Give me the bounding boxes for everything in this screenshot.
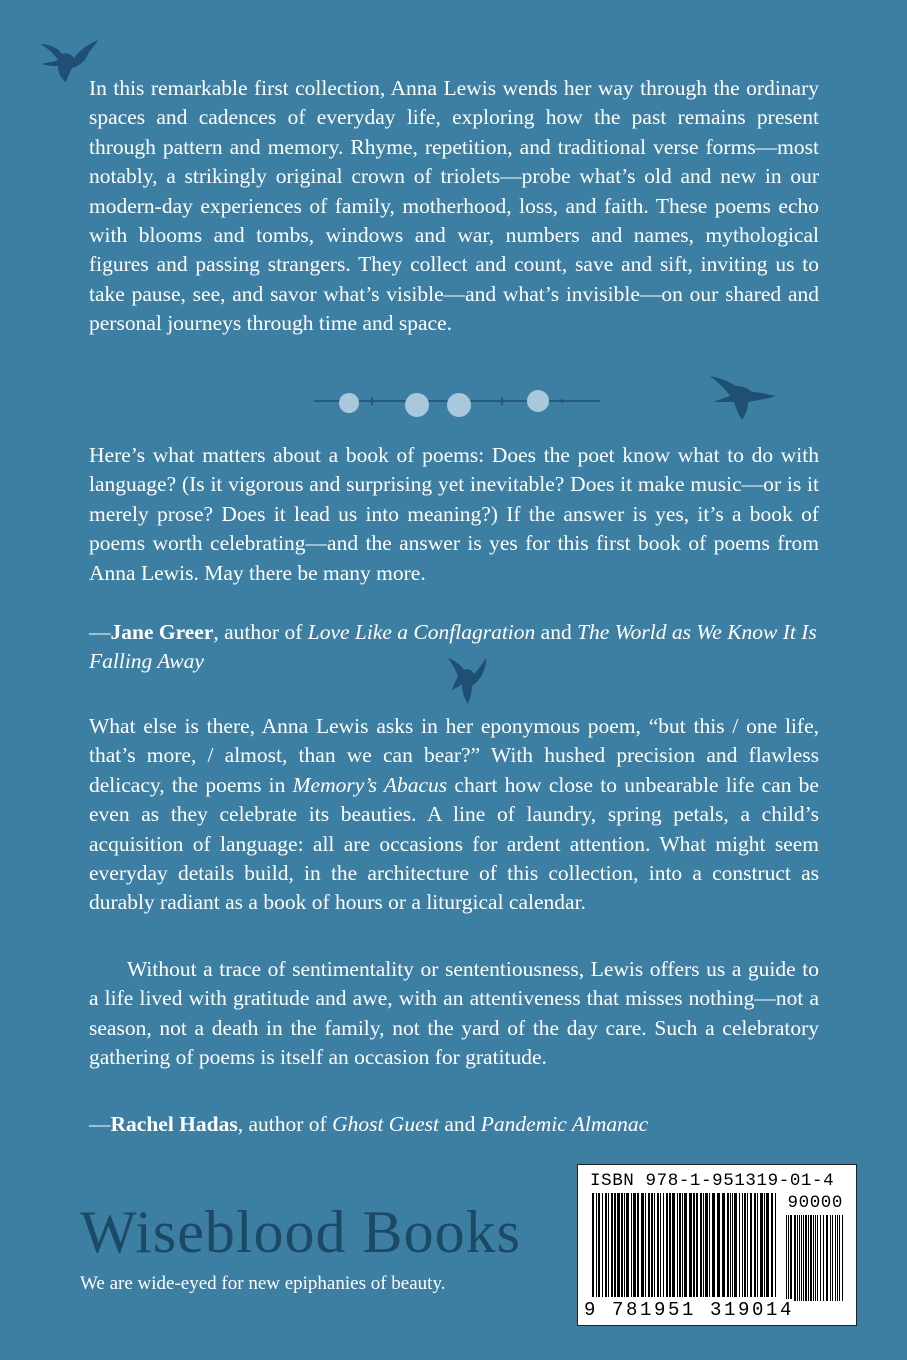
barcode-bar (677, 1193, 678, 1297)
barcode-bar (790, 1215, 792, 1301)
barcode-bar (605, 1193, 607, 1297)
barcode-bar (717, 1193, 720, 1297)
barcode-bar (805, 1215, 807, 1301)
barcode-bar (631, 1193, 632, 1297)
barcode-bar (760, 1193, 763, 1297)
barcode-bar (703, 1193, 704, 1297)
barcode-bar (712, 1193, 715, 1297)
barcode-bar (730, 1193, 731, 1297)
publisher-tagline: We are wide-eyed for new epiphanies of beauty. (80, 1273, 446, 1294)
publisher-logo: Wiseblood Books (80, 1199, 521, 1265)
barcode-bar (803, 1215, 804, 1301)
barcode-bar (633, 1193, 636, 1297)
barcode-bar (700, 1193, 702, 1297)
barcode-bar (693, 1193, 695, 1297)
barcode-bar (722, 1193, 725, 1297)
barcode-bar (799, 1215, 800, 1301)
barcode-bar (837, 1215, 838, 1301)
barcode-bar (727, 1193, 729, 1297)
barcode-bar (832, 1215, 833, 1301)
barcode-bar (645, 1193, 646, 1297)
barcode-bar (817, 1215, 818, 1301)
barcode-bar (744, 1193, 746, 1297)
barcode-bar (626, 1193, 629, 1297)
barcode-bar (672, 1193, 675, 1297)
barcode-bar (835, 1215, 836, 1301)
barcode-bar (684, 1193, 687, 1297)
barcode-bar (614, 1193, 616, 1297)
barcode-bar (621, 1193, 623, 1297)
bird-icon (708, 372, 778, 422)
barcode-bar (732, 1193, 733, 1297)
barcode-bar (596, 1193, 597, 1297)
barcode-bar (598, 1193, 600, 1297)
barcode-bar (696, 1193, 698, 1297)
barcode-bar (810, 1215, 812, 1301)
book-description: In this remarkable first collection, Anna Lewis wends her way through the ordinary spaces and cadences of everyday life, exploring how the past remains present through pattern and memory. Rhyme, repetition, and traditional verse forms—most notably, a strikingly original crown of triolets—probe what’s old and new in our modern-day experiences of family, motherhood, loss, and faith. These poems echo with blooms and tombs, windows and war, numbers and names, mythological figures and passing strangers. They collect and count, save and sift, inviting us to take pause, see, and savor what’s visible—and what’s invisible—on our shared and personal journeys through time and space. (89, 76, 819, 336)
barcode-digits: 9 781951 319014 (584, 1299, 795, 1321)
review-rachel-hadas-cont: Without a trace of sentimentality or sententiousness, Lewis offers us a guide to a life lived with gratitude and awe, with an attentiveness that misses nothing—not a season, not a death in the family, not the yard of the day care. Such a celebratory gathering of poems is itself an occasion for gratitude. (89, 957, 819, 1070)
isbn-barcode (577, 1164, 857, 1326)
review-rachel-hadas: What else is there, Anna Lewis asks in her eponymous poem, “but this / one life, that’s more, / almost, than we can bear?” With hushed precision and flawless delicacy, the poems in Memory’s Abacus chart how close to unbearable life can be even as they celebrate its beauties. A line of laundry, spring petals, a child’s acquisition of language: all are occasions for ardent attention. What might seem everyday details build, in the architecture of this collection, into a construct as durably radiant as a book of hours or a liturgical calendar. (89, 714, 819, 915)
barcode-bar (797, 1215, 798, 1301)
barcode-bar (815, 1215, 816, 1301)
barcode-bar (766, 1193, 769, 1297)
barcode-bar (617, 1193, 620, 1297)
barcode-bar (709, 1193, 710, 1297)
ornament-divider (312, 388, 602, 423)
barcode-bar (739, 1193, 740, 1297)
barcode-bar (669, 1193, 671, 1297)
barcode-bar (734, 1193, 737, 1297)
barcode-bar (660, 1193, 661, 1297)
barcode-bar (826, 1215, 828, 1301)
barcode-bar (757, 1193, 758, 1297)
review-attribution: —Rachel Hadas, author of Ghost Guest and Pandemic Almanac (89, 1112, 649, 1136)
barcode-bar (666, 1193, 668, 1297)
barcode-bar (801, 1215, 802, 1301)
barcode-bar (602, 1193, 603, 1297)
barcode-bar (641, 1193, 644, 1297)
barcode-bar (764, 1193, 765, 1297)
review-attribution: —Jane Greer, author of Love Like a Conflagration and The World as We Know It Is Falling Away (89, 620, 817, 674)
barcode-bar (742, 1193, 743, 1297)
barcode-bar (679, 1193, 681, 1297)
barcode-bar (705, 1193, 708, 1297)
barcode-bar (682, 1193, 683, 1297)
barcode-bar (842, 1215, 843, 1301)
isbn-label: ISBN 978-1-951319-01-4 (590, 1171, 835, 1191)
barcode-bar (592, 1193, 594, 1297)
barcode-bar (611, 1193, 613, 1297)
barcode-bar (754, 1193, 756, 1297)
price-code: 90000 (787, 1193, 843, 1213)
barcode-bar (750, 1193, 752, 1297)
barcode-bar (786, 1215, 787, 1301)
barcode-bar (775, 1193, 776, 1297)
barcode-bar (608, 1193, 609, 1297)
barcode-bar (830, 1215, 831, 1301)
barcode-bar (813, 1215, 814, 1301)
review-jane-greer: Here’s what matters about a book of poems: Does the poet know what to do with language? (Is it vigorous and surprising yet inevitable? Does it make music—or is it merely prose? Does it lead us into meaning?) If the answer is yes, it’s a book of poems worth celebrating—and the answer is yes for this first book of poems from Anna Lewis. May there be many more. (89, 443, 819, 585)
barcode-bar (654, 1193, 655, 1297)
barcode-bar (788, 1215, 789, 1301)
barcode-bar (839, 1215, 840, 1301)
barcode-bar (689, 1193, 692, 1297)
barcode-bar (820, 1215, 821, 1301)
barcode-bars (590, 1193, 846, 1305)
barcode-bar (823, 1215, 824, 1301)
barcode-bar (808, 1215, 809, 1301)
barcode-bar (637, 1193, 639, 1297)
barcode-bar (794, 1215, 796, 1301)
barcode-bar (624, 1193, 625, 1297)
barcode-bar (651, 1193, 653, 1297)
barcode-bar (747, 1193, 748, 1297)
barcode-bar (648, 1193, 650, 1297)
barcode-bar (771, 1193, 773, 1297)
barcode-bar (657, 1193, 659, 1297)
barcode-bar (663, 1193, 664, 1297)
